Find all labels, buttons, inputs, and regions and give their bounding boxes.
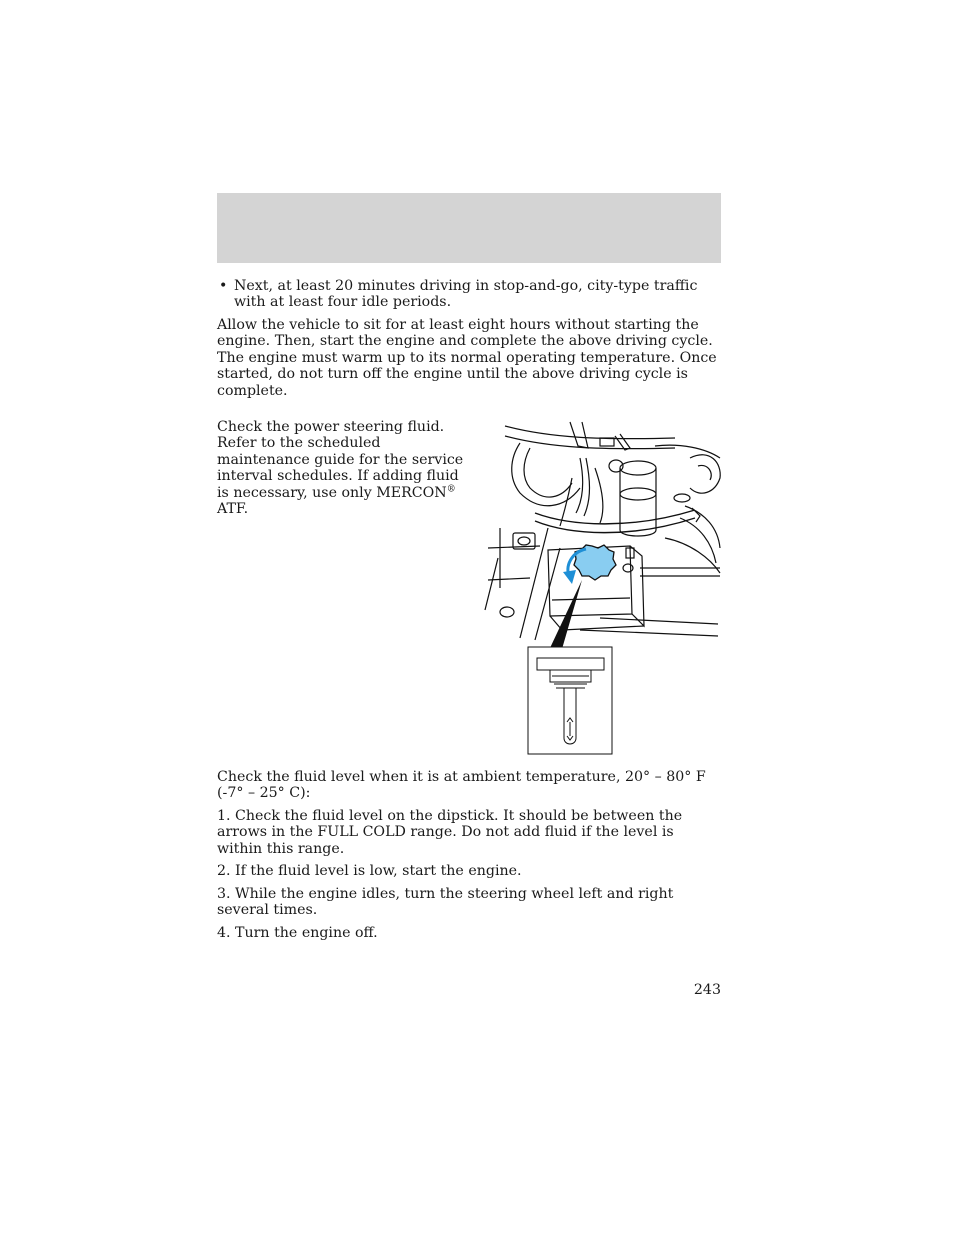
bullet-text: Next, at least 20 minutes driving in stop-and-go, city-type traffic with at least four idle periods. [234,278,698,311]
page-number: 243 [693,982,721,998]
power-steering-text: Check the power steering fluid. Refer to the scheduled maintenance guide for the service interval schedules. If adding fluid is necessary, use only MERCON [217,419,464,501]
bullet-item [217,278,721,311]
power-steering-reservoir-illustration [480,418,722,758]
step-3: 3. While the engine idles, turn the steering wheel left and right several times. [217,886,674,919]
registered-mark: ® [446,483,456,494]
step-1: 1. Check the fluid level on the dipstick. It should be between the arrows in the FULL COLD range. Do not add fluid if the level is within this range. [217,808,683,857]
power-steering-text-end: ATF. [217,501,249,518]
fluid-check-intro: Check the fluid level when it is at ambient temperature, 20° – 80° F (-7° – 25° C): [217,769,706,802]
step-4: 4. Turn the engine off. [217,925,378,941]
dipstick-inset [528,647,612,754]
intro-paragraph: Allow the vehicle to sit for at least eight hours without starting the engine. Then, start the engine and complete the above driving cycle. The engine must warm up to its normal operating temperature. Once started, do not turn off the engine until the above driving cycle is complete. [217,317,717,399]
power-steering-paragraph [217,419,469,517]
header-band [217,193,721,263]
arrow-head-icon [563,570,576,584]
step-2: 2. If the fluid level is low, start the engine. [217,863,522,879]
bullet-dot: • [219,278,228,294]
